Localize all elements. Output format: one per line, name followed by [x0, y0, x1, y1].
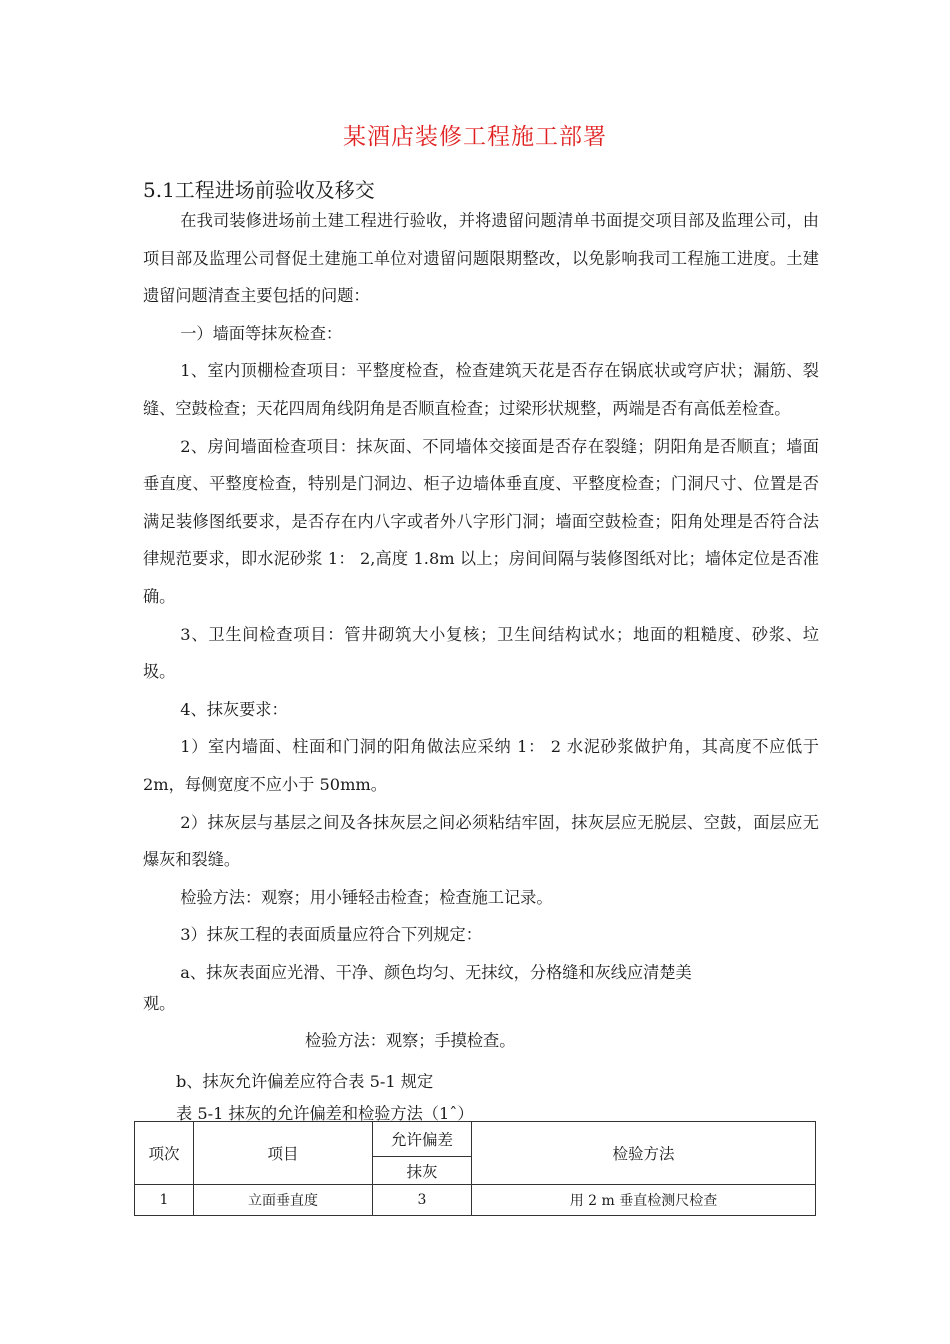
header-item: 项目 — [194, 1122, 373, 1185]
paragraph-wall-plaster: 一）墙面等抹灰检查： — [180, 323, 343, 343]
line-b: b、抹灰允许偏差应符合表 5-1 规定 — [176, 1072, 434, 1091]
header-index: 项次 — [135, 1122, 194, 1185]
tolerance-table — [134, 1121, 816, 1216]
paragraph-ceiling: 1、室内顶棚检查项目：平整度检查，检查建筑天花是否存在锅底状或穹庐状；漏筋、裂缝、空鼓检查；天花四周角线阴角是否顺直检查；过梁形状规整，两端是否有高低差检查。 — [143, 361, 819, 418]
section-heading: 5.1工程进场前验收及移交 — [143, 178, 375, 202]
cell-index: 1 — [135, 1185, 194, 1216]
body-text — [143, 202, 819, 991]
cell-method: 用 2 m 垂直检测尺检查 — [472, 1185, 816, 1216]
paragraph-req-2: 2）抹灰层与基层之间及各抹灰层之间必须粘结牢固，抹灰层应无脱层、空鼓，面层应无爆灰和裂缝。 — [143, 812, 819, 870]
header-tolerance: 允许偏差 — [373, 1122, 472, 1157]
header-method: 检验方法 — [472, 1122, 816, 1185]
paragraph-inspection-1: 检验方法：观察；用小锤轻击检查；检查施工记录。 — [180, 887, 553, 907]
table-caption: 表 5-1 抹灰的允许偏差和检验方法（1ˆ） — [176, 1104, 474, 1123]
header-plaster: 抹灰 — [373, 1157, 472, 1185]
table-header-row — [135, 1122, 816, 1157]
paragraph-plaster-requirements: 4、抹灰要求： — [180, 699, 288, 719]
document-title: 某酒店装修工程施工部署 — [343, 124, 607, 150]
paragraph-req-1: 1）室内墙面、柱面和门洞的阳角做法应采纳 1： 2 水泥砂浆做护角，其高度不应低于 2m，每侧宽度不应小于 50mm。 — [143, 737, 819, 794]
table-row — [135, 1185, 816, 1216]
wrap-line: 观。 — [143, 994, 176, 1013]
paragraph-room-wall: 2、房间墙面检查项目：抹灰面、不同墙体交接面是否存在裂缝；阴阳角是否顺直；墙面垂直度、平整度检查，特别是门洞边、柜子边墙体垂直度、平整度检查；门洞尺寸、位置是否满足装修图纸要求，是否存在内八字或者外八字形门洞；墙面空鼓检查；阳角处理是否符合法律规范要求，即水泥砂浆 1： 2,高度 1.8m 以上；房间间隔与装修图纸对比；墙体定位是否准确。 — [143, 436, 819, 606]
paragraph-req-a: a、抹灰表面应光滑、干净、颜色均匀、无抹纹，分格缝和灰线应清楚美 — [180, 962, 692, 982]
paragraph-intro: 在我司装修进场前土建工程进行验收，并将遗留问题清单书面提交项目部及监理公司，由项目部及监理公司督促土建施工单位对遗留问题限期整改，以免影响我司工程施工进度。土建遗留问题清查主要包括的问题： — [143, 211, 819, 306]
cell-tolerance: 3 — [373, 1185, 472, 1216]
paragraph-bathroom: 3、卫生间检查项目：管井砌筑大小复核；卫生间结构试水；地面的粗糙度、砂浆、垃圾。 — [143, 624, 819, 682]
paragraph-req-3: 3）抹灰工程的表面质量应符合下列规定： — [180, 925, 482, 945]
inspection-line: 检验方法：观察；手摸检查。 — [305, 1031, 516, 1050]
cell-item: 立面垂直度 — [194, 1185, 373, 1216]
